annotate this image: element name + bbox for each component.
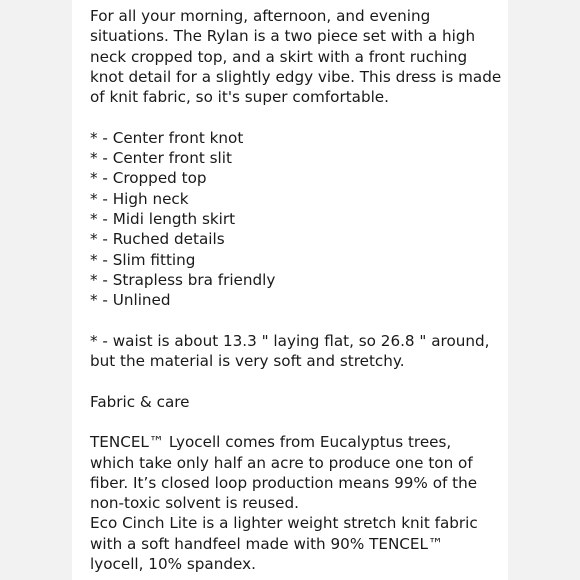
text-line: * - waist is about 13.3 " laying flat, so 26.8 " around, [90, 331, 490, 350]
text-line: knot detail for a slightly edgy vibe. This dress is made [90, 67, 502, 86]
spacer [90, 371, 502, 391]
spacer [90, 310, 502, 330]
feature-item: * - Cropped top [90, 169, 207, 188]
text-line: but the material is very soft and stretchy. [90, 352, 405, 371]
feature-item: * - Center front knot [90, 128, 244, 147]
text-line: For all your morning, afternoon, and evening [90, 7, 431, 25]
feature-item: * - Slim fitting [90, 250, 196, 269]
feature-item: * - High neck [90, 189, 189, 208]
text-line: which take only half an acre to produce one ton of [90, 453, 473, 472]
spacer [90, 412, 502, 432]
feature-item: * - Unlined [90, 291, 171, 310]
fabric-info-paragraph [90, 432, 502, 574]
text-line: Eco Cinch Lite is a lighter weight stretch knit fabric [90, 514, 478, 533]
text-line: non-toxic solvent is reused. [90, 494, 299, 513]
text-line: neck cropped top, and a skirt with a front ruching [90, 47, 468, 66]
feature-item: * - Midi length skirt [90, 209, 236, 228]
feature-list [90, 128, 502, 311]
feature-item: * - Ruched details [90, 230, 225, 249]
text-line: situations. The Rylan is a two piece set with a high [90, 27, 476, 46]
text-line: fiber. It’s closed loop production means 99% of the [90, 473, 478, 492]
listing-description-page [72, 0, 508, 580]
text-line: with a soft handfeel made with 90% TENCEL™ [90, 534, 444, 553]
text-line: lyocell, 10% spandex. [90, 555, 256, 574]
feature-item: * - Strapless bra friendly [90, 270, 276, 289]
measurement-note [90, 331, 502, 372]
description-text [90, 6, 502, 574]
text-line: of knit fabric, so it's super comfortable. [90, 88, 389, 107]
fabric-heading: Fabric & care [90, 392, 190, 411]
text-line: TENCEL™ Lyocell comes from Eucalyptus trees, [90, 433, 452, 452]
feature-item: * - Center front slit [90, 149, 232, 168]
spacer [90, 107, 502, 127]
intro-paragraph [90, 6, 502, 107]
